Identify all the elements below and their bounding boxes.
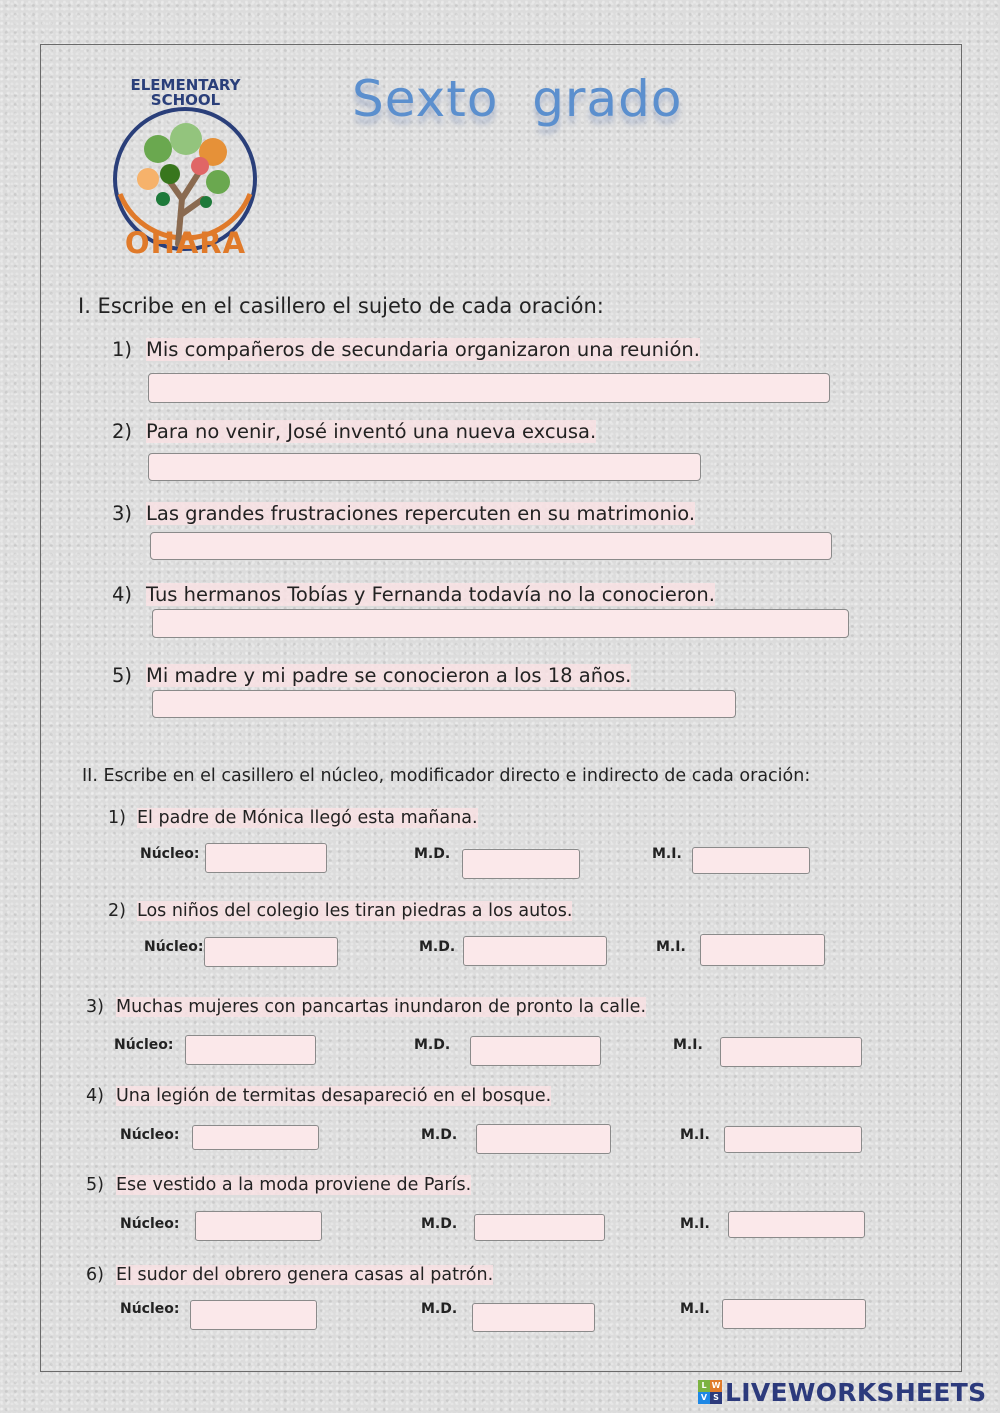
- md-input-6[interactable]: [472, 1303, 595, 1332]
- nucleo-input-4[interactable]: [192, 1125, 319, 1150]
- question-number: 6): [86, 1265, 104, 1285]
- section2-question: [108, 808, 478, 828]
- section1-question: [112, 583, 715, 606]
- section2-question: [86, 1086, 551, 1106]
- liveworksheets-brand[interactable]: [698, 1377, 986, 1407]
- nucleo-label: Núcleo:: [140, 846, 200, 862]
- nucleo-input-1[interactable]: [205, 843, 327, 873]
- liveworksheets-logo-icon: [698, 1380, 722, 1404]
- section1-question: [112, 502, 695, 525]
- question-text: Muchas mujeres con pancartas inundaron de pronto la calle.: [116, 997, 647, 1017]
- md-label: M.D.: [421, 1127, 458, 1143]
- md-input-4[interactable]: [476, 1124, 611, 1154]
- question-number: 1): [112, 338, 133, 361]
- nucleo-label: Núcleo:: [114, 1037, 174, 1053]
- nucleo-label: Núcleo:: [120, 1216, 180, 1232]
- question-number: 2): [112, 420, 133, 443]
- question-text: Para no venir, José inventó una nueva excusa.: [146, 420, 597, 443]
- section2-question: [86, 1265, 493, 1285]
- md-input-1[interactable]: [462, 849, 580, 879]
- question-text: Las grandes frustraciones repercuten en su matrimonio.: [146, 502, 696, 525]
- question-text: Mis compañeros de secundaria organizaron una reunión.: [146, 338, 700, 361]
- nucleo-input-3[interactable]: [185, 1035, 316, 1065]
- school-logo: [108, 74, 263, 262]
- subject-answer-input-3[interactable]: [150, 532, 832, 560]
- section2-question: [108, 901, 572, 921]
- mi-label: M.I.: [656, 939, 686, 955]
- logo-letter: W: [711, 1381, 721, 1390]
- logo-letter: S: [710, 1392, 722, 1404]
- mi-label: M.I.: [673, 1037, 703, 1053]
- logo-school-name: OHARA: [124, 226, 247, 260]
- question-number: 2): [108, 901, 126, 921]
- mi-label: M.I.: [652, 846, 682, 862]
- section1-question: [112, 664, 631, 687]
- question-text: El padre de Mónica llegó esta mañana.: [137, 808, 478, 828]
- question-number: 1): [108, 808, 126, 828]
- mi-input-2[interactable]: [700, 934, 825, 966]
- subject-answer-input-2[interactable]: [148, 453, 701, 481]
- question-text: Los niños del colegio les tiran piedras a los autos.: [137, 901, 573, 921]
- md-label: M.D.: [414, 1037, 451, 1053]
- page-fold: [943, 44, 960, 57]
- question-text: El sudor del obrero genera casas al patrón.: [116, 1265, 494, 1285]
- page-title: Sexto grado: [352, 70, 683, 128]
- question-text: Tus hermanos Tobías y Fernanda todavía no la conocieron.: [146, 583, 715, 606]
- md-label: M.D.: [421, 1216, 458, 1232]
- nucleo-label: Núcleo:: [144, 939, 204, 955]
- mi-label: M.I.: [680, 1127, 710, 1143]
- mi-label: M.I.: [680, 1216, 710, 1232]
- question-text: Mi madre y mi padre se conocieron a los 18 años.: [146, 664, 632, 687]
- mi-input-5[interactable]: [728, 1211, 865, 1238]
- question-number: 4): [86, 1086, 104, 1106]
- mi-input-6[interactable]: [722, 1299, 866, 1329]
- logo-line2: SCHOOL: [150, 91, 221, 109]
- md-input-3[interactable]: [470, 1036, 601, 1066]
- md-label: M.D.: [419, 939, 456, 955]
- subject-answer-input-1[interactable]: [148, 373, 830, 403]
- question-number: 4): [112, 583, 133, 606]
- section2-heading: II. Escribe en el casillero el núcleo, modificador directo e indirecto de cada oración:: [82, 766, 811, 786]
- md-label: M.D.: [421, 1301, 458, 1317]
- logo-line1: ELEMENTARY: [130, 76, 241, 94]
- nucleo-input-6[interactable]: [190, 1300, 317, 1330]
- question-text: Una legión de termitas desapareció en el bosque.: [116, 1086, 552, 1106]
- question-number: 5): [86, 1175, 104, 1195]
- mi-input-4[interactable]: [724, 1126, 862, 1153]
- logo-letter: L: [698, 1380, 710, 1392]
- nucleo-input-5[interactable]: [195, 1211, 322, 1241]
- nucleo-input-2[interactable]: [204, 937, 338, 967]
- question-number: 3): [112, 502, 133, 525]
- mi-input-1[interactable]: [692, 847, 810, 874]
- md-input-5[interactable]: [474, 1214, 605, 1241]
- question-number: 3): [86, 997, 104, 1017]
- subject-answer-input-4[interactable]: [152, 609, 849, 638]
- logo-letter: V: [698, 1392, 710, 1404]
- brand-name: LIVEWORKSHEETS: [725, 1377, 987, 1407]
- md-input-2[interactable]: [463, 936, 607, 966]
- section1-question: [112, 420, 596, 443]
- question-text: Ese vestido a la moda proviene de París.: [116, 1175, 472, 1195]
- section1-heading: I. Escribe en el casillero el sujeto de cada oración:: [78, 294, 604, 318]
- mi-label: M.I.: [680, 1301, 710, 1317]
- nucleo-label: Núcleo:: [120, 1127, 180, 1143]
- mi-input-3[interactable]: [720, 1037, 862, 1067]
- subject-answer-input-5[interactable]: [152, 690, 736, 718]
- md-label: M.D.: [414, 846, 451, 862]
- question-number: 5): [112, 664, 133, 687]
- section2-question: [86, 1175, 471, 1195]
- section1-question: [112, 338, 700, 361]
- section2-question: [86, 997, 646, 1017]
- nucleo-label: Núcleo:: [120, 1301, 180, 1317]
